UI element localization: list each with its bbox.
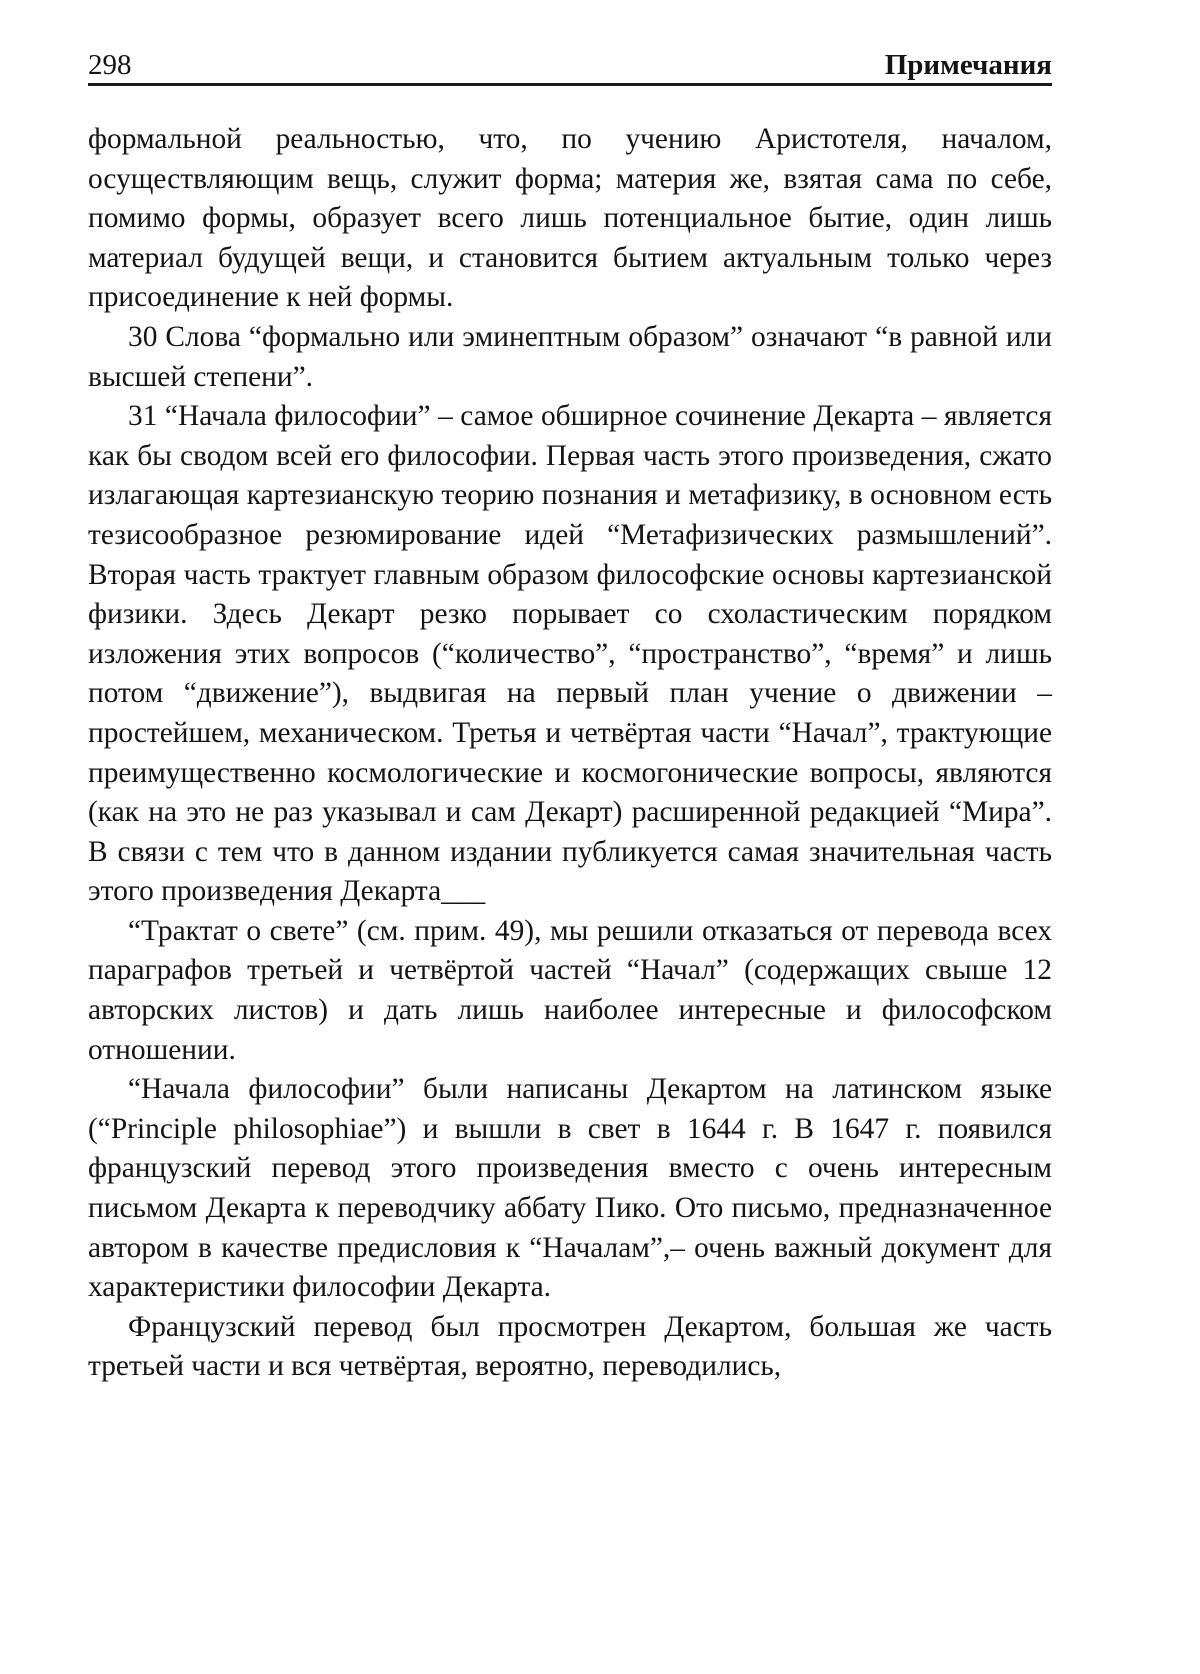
paragraph-treatise: “Трактат о свете” (см. прим. 49), мы решили отказаться от перевода всех параграфов третьей и четвёртой частей “Начал” (содержащих свыше 12 авторских листов) и дать лишь наиболее интересные и философском отношении. [88,914,1052,1066]
book-page [88,30,1052,1387]
note-31: 31 “Начала философии” – самое обширное сочинение Декарта – является как бы сводом всей его философии. Первая часть этого произведения, сжато излагающая картезианскую теорию познания и метафизику, в основном есть тезисообразное резюмирование идей “Метафизических размышлений”. Вторая часть трактует главным образом философские основы картезианской физики. Здесь Декарт резко порывает со схоластическим порядком изложения этих вопросов (“количество”, “пространство”, “время” и лишь потом “движение”), выдвигая на первый план учение о движении – простейшем, механическом. Третья и четвёртая части “Начал”, трактующие преимущественно космологические и космогонические вопросы, являются (как на это не раз указывал и сам Декарт) расширенной редакцией “Мира”. В связи с тем что в данном издании публикуется самая значительная часть этого произведения Декарта___ [88,400,1052,908]
paragraph-continuation: формальной реальностью, что, по учению Аристотеля, началом, осуществляющим вещь, служит форма; материя же, взятая сама по себе, помимо формы, образует всего лишь потенциальное бытие, один лишь материал будущей вещи, и становится бытием актуальным только через присоединение к ней формы. [88,123,1052,314]
paragraph-principles: “Начала философии” были написаны Декартом на латинском языке (“Principle philosophiae”) и вышли в свет в 1644 г. В 1647 г. появился французский перевод этого произведения вместо с очень интересным письмом Декарта к переводчику аббату Пико. Ото письмо, предназначенное автором в качестве предисловия к “Началам”,– очень важный документ для характеристики философии Декарта. [88,1073,1052,1304]
page-number: 298 [88,49,132,81]
note-30: 30 Слова “формально или эминептным образом” означают “в равной или высшей степени”. [88,320,1052,393]
body-text [88,120,1052,1387]
running-head [88,30,1052,86]
paragraph-translation: Французский перевод был просмотрен Декартом, большая же часть третьей части и вся четвёртая, вероятно, переводились, [88,1310,1052,1383]
section-title: Примечания [884,49,1052,81]
